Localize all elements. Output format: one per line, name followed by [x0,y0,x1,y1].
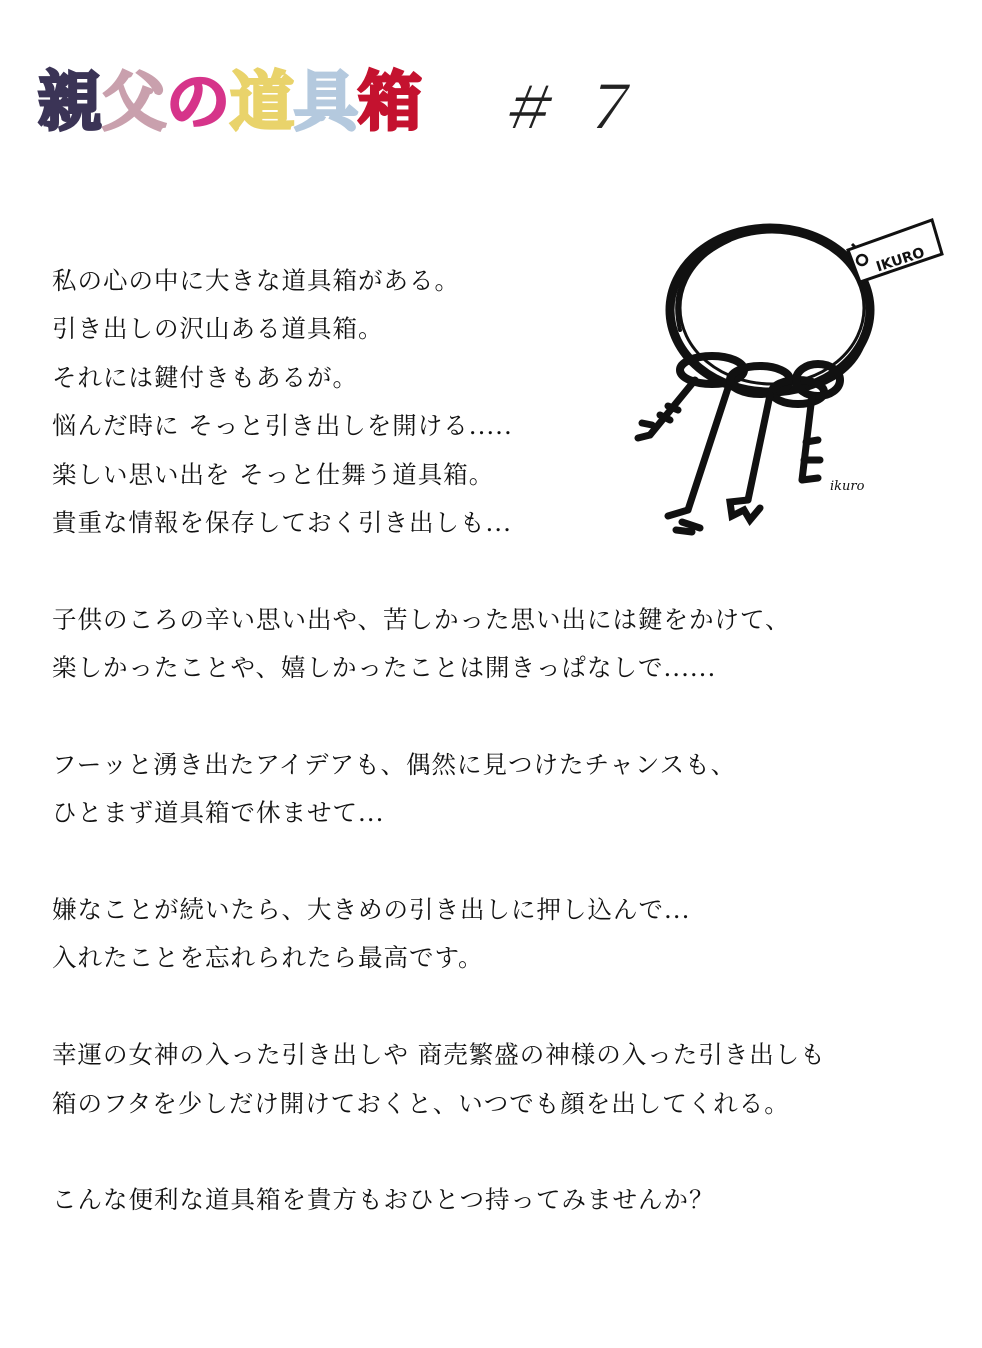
text-line: 楽しい思い出を そっと仕舞う道具箱。 [52,459,495,489]
paragraph-spacer [52,1128,952,1176]
title-char-1: 親 [38,65,102,140]
paragraph-2 [52,596,952,693]
paragraph-1 [52,257,952,547]
episode-number: ＃７ [496,74,657,142]
text-line: 楽しかったことや、嬉しかったことは開きっぱなしで...... [52,653,717,683]
title-char-4: 道 [230,65,294,140]
tag-label: IKURO [874,244,927,276]
text-line: フーッと湧き出たアイデアも、偶然に見つけたチャンスも、 [52,749,737,779]
essay-body [52,257,952,1225]
paragraph-spacer [52,983,952,1031]
title-char-2: 父 [102,65,166,140]
paragraph-spacer [52,547,952,595]
text-line: 入れたことを忘れられたら最高です。 [52,943,484,973]
text-line: それには鍵付きもあるが。 [52,362,358,392]
text-line: こんな便利な道具箱を貴方もおひとつ持ってみませんか？ [52,1185,715,1215]
text-line: 悩んだ時に そっと引き出しを開ける..... [52,411,513,441]
page-title [38,58,656,148]
text-line: 子供のころの辛い思い出や、苦しかった思い出には鍵をかけて、 [52,604,791,634]
text-line: 幸運の女神の入った引き出しや 商売繁盛の神様の入った引き出しも [52,1040,826,1070]
title-char-3: の [166,65,230,140]
text-line: 引き出しの沢山ある道具箱。 [52,314,384,344]
paragraph-4 [52,886,952,983]
text-line: ひとまず道具箱で休ませて... [52,798,385,828]
paragraph-5 [52,1031,952,1128]
paragraph-6 [52,1176,952,1224]
artist-signature: ikuro [830,479,865,494]
title-char-6: 箱 [358,65,422,140]
title-char-5: 具 [294,65,358,140]
paragraph-spacer [52,693,952,741]
text-line: 貴重な情報を保存しておく引き出しも... [52,507,512,537]
text-line: 私の心の中に大きな道具箱がある。 [52,266,460,295]
paragraph-3 [52,741,952,838]
text-line: 嫌なことが続いたら、大きめの引き出しに押し込んで... [52,895,691,925]
paragraph-spacer [52,838,952,886]
text-line: 箱のフタを少しだけ開けておくと、いつでも顔を出してくれる。 [52,1088,790,1118]
